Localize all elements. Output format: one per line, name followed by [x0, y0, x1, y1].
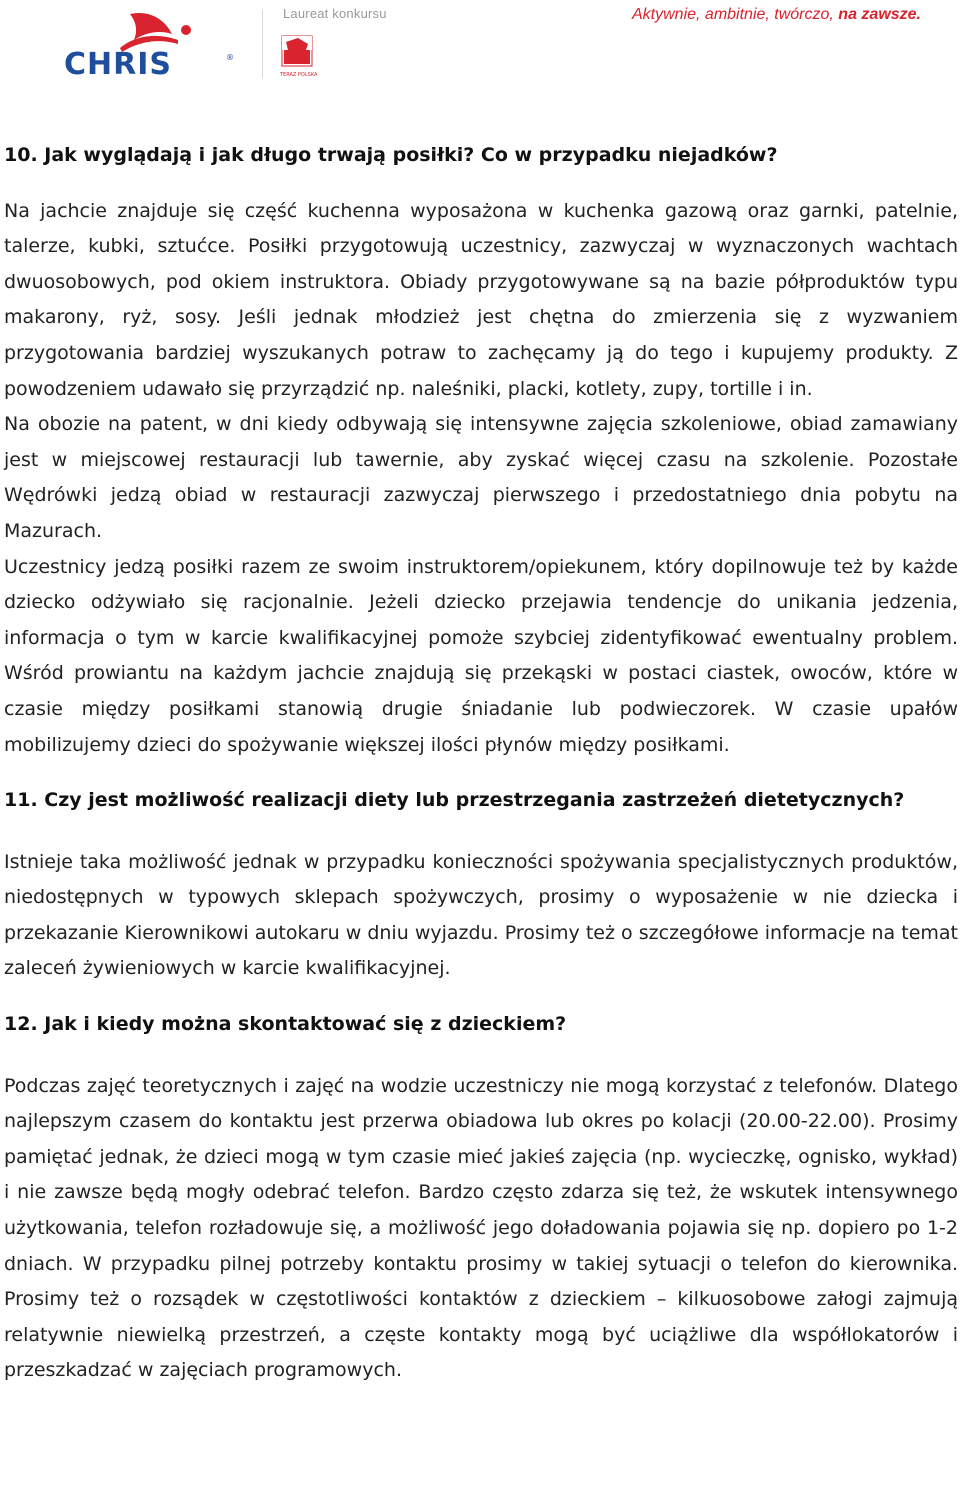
paragraph: Na obozie na patent, w dni kiedy odbywają się intensywne zajęcia szkoleniowe, obiad zamawiany jest w miejscowej restauracji lub tawernie, aby zyskać więcej czasu na szkolenie. Pozostałe Wędrówki jedzą obiad w restauracji zazwyczaj pierwszego i przedostatniego dnia pobytu na Mazurach. — [4, 413, 958, 542]
paragraph: Uczestnicy jedzą posiłki razem ze swoim instruktorem/opiekunem, który dopilnowuje też by każde dziecko odżywiało się racjonalnie. Jeżeli dziecko przejawia tendencje do unikania jedzenia, informacja o tym w karcie kwalifikacyjnej pomoże szybciej zidentyfikować ewentualny problem. Wśród prowiantu na każdym jachcie znajdują się przekąski w postaci ciastek, owoców, które w czasie między posiłkami stanowią drugie śniadanie lub podwieczorek. W czasie upałów mobilizujemy dzieci do spożywanie większej ilości płynów między posiłkami. — [4, 555, 958, 756]
section-heading: 12. Jak i kiedy można skontaktować się z dzieckiem? — [4, 1013, 567, 1036]
slogan — [632, 6, 921, 24]
laureat-label: Laureat konkursu — [283, 6, 387, 21]
teraz-polska-badge — [278, 34, 318, 78]
header-divider — [262, 10, 263, 78]
section-heading: 10. Jak wyglądają i jak długo trwają posiłki? Co w przypadku niejadków? — [4, 144, 778, 166]
paragraph: Podczas zajęć teoretycznych i zajęć na wodzie uczestniczy nie mogą korzystać z telefonów. Dlatego najlepszym czasem do kontaktu jest przerwa obiadowa lub okres po kolacji (20.00-22.00). Prosimy pamiętać jednak, że dzieci mogą w tym czasie mieć jakieś zajęcia (np. wycieczkę, ognisko, wykład) i nie zawsze będą mogły odebrać telefon. Bardzo często zdarza się też, że wskutek intensywnego użytkowania, telefon rozładowuje się, a możliwość jego doładowania pojawia się np. dopiero po 1-2 dniach. W przypadku pilnej potrzeby kontaktu prosimy w takiej sytuacji o telefon do kierownika. Prosimy też o rozsądek w częstotliwości kontaktów z dzieckiem – kilkuosobowe załogi zajmują relatywnie niewielką przestrzeń, a częste kontakty mogą być uciążliwe dla współlokatorów i przeszkadzać w zajęciach programowych. — [4, 1074, 958, 1382]
chris-logo — [60, 8, 240, 80]
page-header — [0, 0, 960, 90]
section-heading: 11. Czy jest możliwość realizacji diety lub przestrzegania zastrzeżeń dietetycznych? — [4, 789, 905, 812]
slogan-text: Aktywnie, ambitnie, twórczo, — [632, 6, 839, 23]
svg-text:®: ® — [226, 53, 234, 62]
paragraph: Istnieje taka możliwość jednak w przypadku konieczności spożywania specjalistycznych produktów, niedostępnych w typowych sklepach spożywczych, prosimy o wyposażenie w nie dziecka i przekazanie Kierownikowi autokaru w dniu wyjazdu. Prosimy też o szczegółowe informacje na temat zaleceń żywieniowych w karcie kwalifikacyjnej. — [4, 850, 958, 980]
svg-text:CHRIS: CHRIS — [64, 47, 172, 80]
paragraph: Na jachcie znajduje się część kuchenna wyposażona w kuchenka gazową oraz garnki, patelnie, talerze, kubki, sztućce. Posiłki przygotowują uczestnicy, zazwyczaj w wyznaczonych wachtach dwuosobowych, pod okiem instruktora. Obiady przygotowywane są na bazie półproduktów typu makarony, ryż, sosy. Jeśli jednak młodzież jest chętna do zmierzenia się z wyzwaniem przygotowania bardziej wyszukanych potraw to zachęcamy ją do tego i kupujemy produkty. Z powodzeniem udawało się przyrządzić np. naleśniki, placki, kotlety, zupy, tortille i in. — [4, 199, 958, 400]
svg-text:TERAZ POLSKA: TERAZ POLSKA — [280, 72, 318, 78]
document-body — [4, 138, 958, 1389]
slogan-emphasis: na zawsze. — [838, 6, 921, 23]
